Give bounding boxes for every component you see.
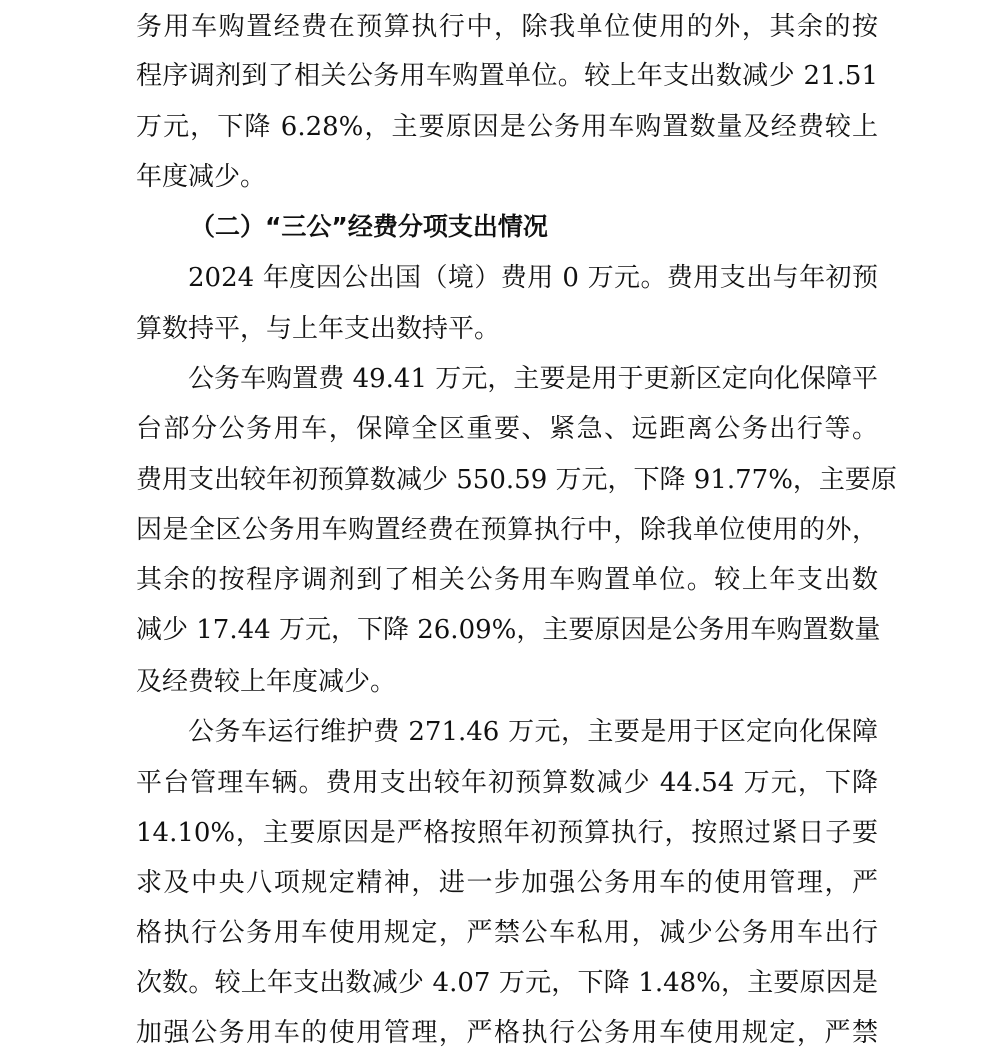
paragraph-line: 其余的按程序调剂到了相关公务用车购置单位。较上年支出数	[136, 565, 878, 595]
paragraph-line: 公务车购置费 49.41 万元，主要是用于更新区定向化保障平	[188, 364, 878, 394]
paragraph-line: 格执行公务用车使用规定，严禁公车私用，减少公务用车出行	[136, 918, 878, 948]
paragraph-line: 减少 17.44 万元，下降 26.09%，主要原因是公务用车购置数量	[136, 615, 881, 645]
paragraph-line: 台部分公务用车，保障全区重要、紧急、远距离公务出行等。	[136, 414, 878, 444]
paragraph-line: 万元，下降 6.28%，主要原因是公务用车购置数量及经费较上	[136, 112, 878, 142]
paragraph-line: 14.10%，主要原因是严格按照年初预算执行，按照过紧日子要	[136, 818, 878, 848]
paragraph-line: 公务车运行维护费 271.46 万元，主要是用于区定向化保障	[188, 717, 878, 747]
paragraph-line: 程序调剂到了相关公务用车购置单位。较上年支出数减少 21.51	[136, 61, 878, 91]
paragraph-line: 及经费较上年度减少。	[136, 667, 397, 697]
paragraph-line: 平台管理车辆。费用支出较年初预算数减少 44.54 万元，下降	[136, 768, 878, 798]
paragraph-line: 加强公务用车的使用管理，严格执行公务用车使用规定，严禁	[136, 1018, 878, 1048]
paragraph-line: 2024 年度因公出国（境）费用 0 万元。费用支出与年初预	[188, 263, 878, 293]
paragraph-line: 年度减少。	[136, 162, 267, 192]
paragraph-line: 费用支出较年初预算数减少 550.59 万元，下降 91.77%，主要原	[136, 465, 897, 495]
section-heading: （二）“三公”经费分项支出情况	[190, 212, 548, 241]
paragraph-line: 务用车购置经费在预算执行中，除我单位使用的外，其余的按	[136, 12, 878, 42]
paragraph-line: 次数。较上年支出数减少 4.07 万元，下降 1.48%，主要原因是	[136, 968, 878, 998]
paragraph-line: 算数持平，与上年支出数持平。	[136, 314, 501, 344]
paragraph-line: 因是全区公务用车购置经费在预算执行中，除我单位使用的外，	[136, 515, 878, 545]
paragraph-line: 求及中央八项规定精神，进一步加强公务用车的使用管理，严	[136, 868, 878, 898]
